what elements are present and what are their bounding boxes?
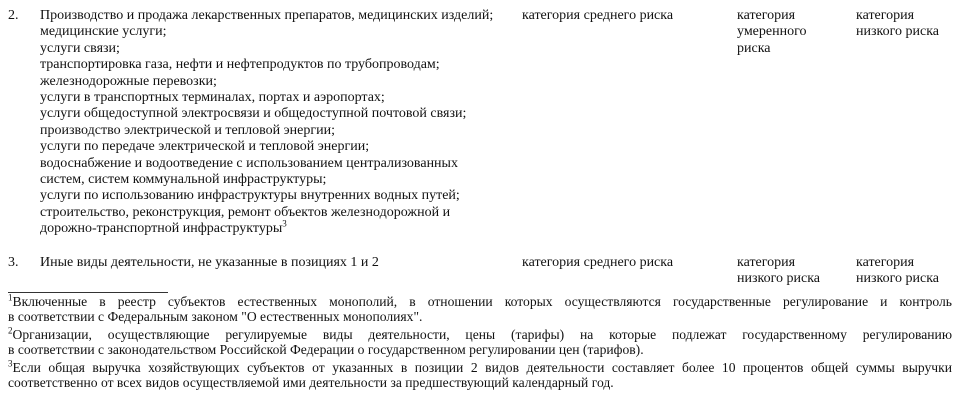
activity-line: железнодорожные перевозки; [40, 73, 217, 89]
risk-category-line: категория [856, 255, 915, 270]
footnote-line: в соответствии с Федеральным законом "О естественных монополиях". [8, 309, 423, 324]
activity-line: водоснабжение и водоотведение с использованием централизованных [40, 155, 458, 171]
footnote-mark: 1 [8, 292, 13, 303]
risk-category-line: категория [737, 8, 796, 23]
footnote-line [8, 294, 952, 309]
footnote-line [8, 327, 952, 342]
activity-line: систем, систем коммунальной инфраструктуры; [40, 172, 327, 188]
risk-category-cell [856, 8, 956, 41]
risk-category-line: низкого риска [856, 271, 940, 287]
activity-line: услуги в транспортных терминалах, портах и аэропортах; [40, 90, 385, 106]
footnote-text: Если общая выручка хозяйствующих субъектов от указанных в позиции 2 видов деятельности составляет более 10 процентов общей суммы выручки [12, 360, 952, 375]
risk-category-cell [737, 255, 847, 288]
risk-category-line: умеренного [737, 24, 807, 40]
risk-category-cell [856, 255, 956, 288]
risk-category-line: категория [856, 8, 915, 23]
footnote-divider [8, 292, 168, 293]
footnote-text: Включенные в реестр субъектов естественных монополий, в отношении которых осуществляются государственные регулирование и контроль [12, 294, 952, 309]
activity-line-text: дорожно-транспортной инфраструктуры [40, 221, 283, 237]
footnotes [8, 294, 952, 393]
risk-category-cell [522, 8, 722, 24]
activity-line: производство электрической и тепловой энергии; [40, 122, 335, 138]
activity-line: услуги по использованию инфраструктуры внутренних водных путей; [40, 188, 460, 204]
row-number: 3. [8, 255, 19, 270]
row-number: 2. [8, 8, 19, 23]
footnote [8, 360, 952, 390]
risk-category-line: категория среднего риска [522, 255, 674, 270]
activity-line: медицинские услуги; [40, 24, 167, 40]
footnote-line: соответственно от всех видов осуществляемой ими деятельности за предшествующий календарный год. [8, 375, 614, 390]
risk-category-line: категория [737, 255, 796, 270]
footnote-mark: 2 [8, 325, 13, 336]
footnote-text: Организации, осуществляющие регулируемые виды деятельности, цены (тарифы) на которые подлежат государственному регулированию [12, 327, 952, 342]
activity-line: транспортировка газа, нефти и нефтепродуктов по трубопроводам; [40, 57, 440, 73]
activity-line: Производство и продажа лекарственных препаратов, медицинских изделий; [40, 8, 494, 23]
footnote-ref: 3 [282, 218, 287, 229]
activity-cell [40, 8, 520, 238]
risk-category-cell [737, 8, 847, 57]
activity-line [40, 218, 520, 237]
activity-line: строительство, реконструкция, ремонт объектов железнодорожной и [40, 204, 451, 220]
activity-line: услуги связи; [40, 40, 120, 56]
risk-category-line: низкого риска [856, 24, 940, 40]
activity-line: Иные виды деятельности, не указанные в позициях 1 и 2 [40, 255, 379, 270]
footnote [8, 327, 952, 357]
footnote [8, 294, 952, 324]
activity-line: услуги общедоступной электросвязи и общедоступной почтовой связи; [40, 106, 467, 122]
footnote-line: в соответствии с законодательством Российской Федерации о государственном регулировании цен (тарифов). [8, 342, 644, 357]
activity-cell [40, 255, 520, 271]
footnote-line [8, 360, 952, 375]
footnote-mark: 3 [8, 358, 13, 369]
activity-line: услуги по передаче электрической и тепловой энергии; [40, 139, 370, 155]
risk-category-line: категория среднего риска [522, 8, 674, 23]
risk-category-line: низкого риска [737, 271, 821, 287]
risk-category-cell [522, 255, 722, 271]
risk-category-line: риска [737, 40, 771, 56]
